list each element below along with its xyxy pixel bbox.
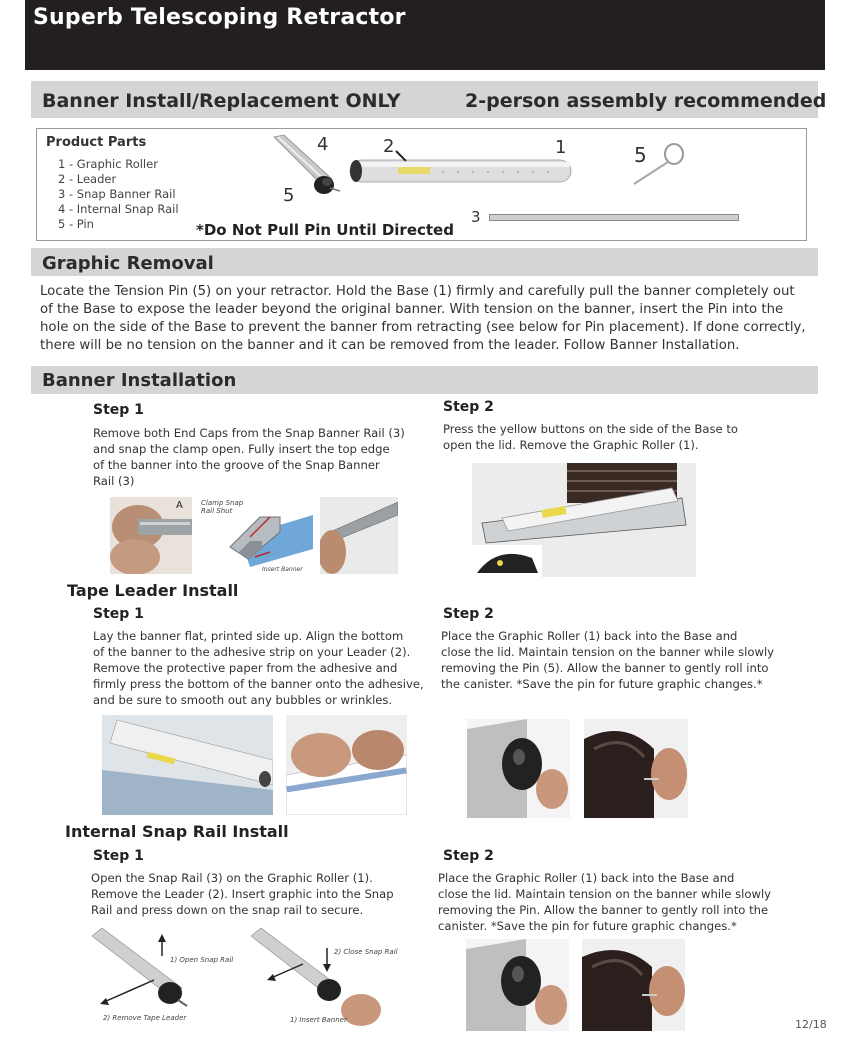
- removal-line: hole on the side of the Base to prevent the banner from retracting (see below for Pin placement). If done correctly,: [40, 320, 806, 335]
- close-snap-label: 2) Close Snap Rail: [334, 948, 398, 956]
- remove-leader-label: 2) Remove Tape Leader: [103, 1014, 187, 1022]
- removal-line: of the Base to expose the leader beyond the original banner. With tension on the banner, insert the Pin into the: [40, 302, 784, 317]
- callout-2: 2: [383, 136, 395, 157]
- step-text: of the banner into the groove of the Snap Banner: [93, 458, 380, 472]
- step-heading: Step 2: [443, 848, 494, 864]
- snap-banner-rail-photo: [489, 214, 739, 221]
- step-text: and snap the clamp open. Fully insert the top edge: [93, 442, 390, 456]
- leader-alignment-photo: [102, 715, 273, 815]
- clamp-label: Clamp Snap: [201, 499, 244, 507]
- part-item: 5 - Pin: [58, 217, 94, 231]
- part-item: 3 - Snap Banner Rail: [58, 187, 176, 201]
- parts-heading: Product Parts: [46, 135, 147, 150]
- step-text: Remove the protective paper from the adhesive and: [93, 661, 398, 675]
- insert-banner-label-2: 1) Insert Banner: [290, 1016, 347, 1024]
- page-title: Superb Telescoping Retractor: [33, 5, 406, 30]
- tension-pin-photo: [630, 140, 690, 188]
- step-text: Place the Graphic Roller (1) back into the Base and: [441, 629, 738, 643]
- section-title-install: Banner Install/Replacement ONLY: [42, 90, 401, 112]
- callout-4: 4: [317, 134, 329, 155]
- pin-warning: *Do Not Pull Pin Until Directed: [196, 221, 454, 239]
- insert-banner-label: Insert Banner: [262, 566, 303, 573]
- step-heading: Step 2: [443, 606, 494, 622]
- removal-line: Locate the Tension Pin (5) on your retractor. Hold the Base (1) firmly and carefully pull the banner completely out: [40, 284, 795, 299]
- step-text: Remove both End Caps from the Snap Banner Rail (3): [93, 426, 405, 440]
- close-lid-photo-2: [466, 939, 569, 1031]
- open-snap-rail-photo: [92, 928, 245, 1028]
- section-note-assembly: 2-person assembly recommended: [465, 90, 827, 112]
- step-heading: Step 2: [443, 399, 494, 415]
- step-text: Lay the banner flat, printed side up. Align the bottom: [93, 629, 404, 643]
- step-text: removing the Pin. Allow the banner to gently roll into the: [438, 903, 769, 917]
- step-heading: Step 1: [93, 402, 144, 418]
- press-adhesive-photo: [286, 715, 407, 815]
- step-text: open the lid. Remove the Graphic Roller (1).: [443, 438, 699, 452]
- callout-3: 3: [471, 208, 481, 226]
- graphic-roller-photo: [348, 156, 573, 186]
- remove-pin-photo: [584, 719, 688, 818]
- section-title-removal: Graphic Removal: [42, 253, 214, 274]
- step-text: Rail and press down on the snap rail to secure.: [91, 903, 364, 917]
- part-item: 4 - Internal Snap Rail: [58, 202, 179, 216]
- subsection-title-snap-rail: Internal Snap Rail Install: [65, 822, 289, 841]
- step-text: Rail (3): [93, 474, 135, 488]
- step-text: canister. *Save the pin for future graphic changes.*: [438, 919, 737, 933]
- clamp-label: Rail Shut: [201, 507, 233, 515]
- removal-line: there will be no tension on the banner and it can be removed from the leader. Follow Banner Installation.: [40, 338, 740, 353]
- step-text: Open the Snap Rail (3) on the Graphic Roller (1).: [91, 871, 373, 885]
- section-title-installation: Banner Installation: [42, 370, 237, 391]
- open-snap-label: 1) Open Snap Rail: [170, 956, 234, 964]
- clamp-diagram: [220, 497, 313, 574]
- step-text: firmly press the bottom of the banner onto the adhesive,: [93, 677, 424, 691]
- step-text: of the banner to the adhesive strip on your Leader (2).: [93, 645, 411, 659]
- close-snap-rail-photo: [251, 928, 408, 1028]
- step-text: Remove the Leader (2). Insert graphic into the Snap: [91, 887, 394, 901]
- part-item: 1 - Graphic Roller: [58, 157, 158, 171]
- open-base-photo: [472, 463, 696, 577]
- callout-1: 1: [555, 137, 567, 158]
- step-text: Press the yellow buttons on the side of the Base to: [443, 422, 738, 436]
- callout-5: 5: [283, 185, 295, 206]
- subsection-title-tape-leader: Tape Leader Install: [67, 581, 239, 600]
- step-text: and be sure to smooth out any bubbles or wrinkles.: [93, 693, 393, 707]
- step-heading: Step 1: [93, 848, 144, 864]
- step-text: close the lid. Maintain tension on the banner while slowly: [441, 645, 775, 659]
- step-text: close the lid. Maintain tension on the banner while slowly: [438, 887, 772, 901]
- remove-pin-photo-2: [582, 939, 685, 1031]
- snap-rail-photo: [320, 497, 398, 574]
- callout-5b: 5: [634, 143, 647, 167]
- step-text: the canister. *Save the pin for future graphic changes.*: [441, 677, 763, 691]
- part-item: 2 - Leader: [58, 172, 117, 186]
- step-text: Place the Graphic Roller (1) back into the Base and: [438, 871, 735, 885]
- step-heading: Step 1: [93, 606, 144, 622]
- step-text: removing the Pin (5). Allow the banner to gently roll into: [441, 661, 769, 675]
- close-lid-photo: [467, 719, 570, 818]
- page-number: 12/18: [795, 1018, 827, 1031]
- label-a: A: [176, 500, 183, 511]
